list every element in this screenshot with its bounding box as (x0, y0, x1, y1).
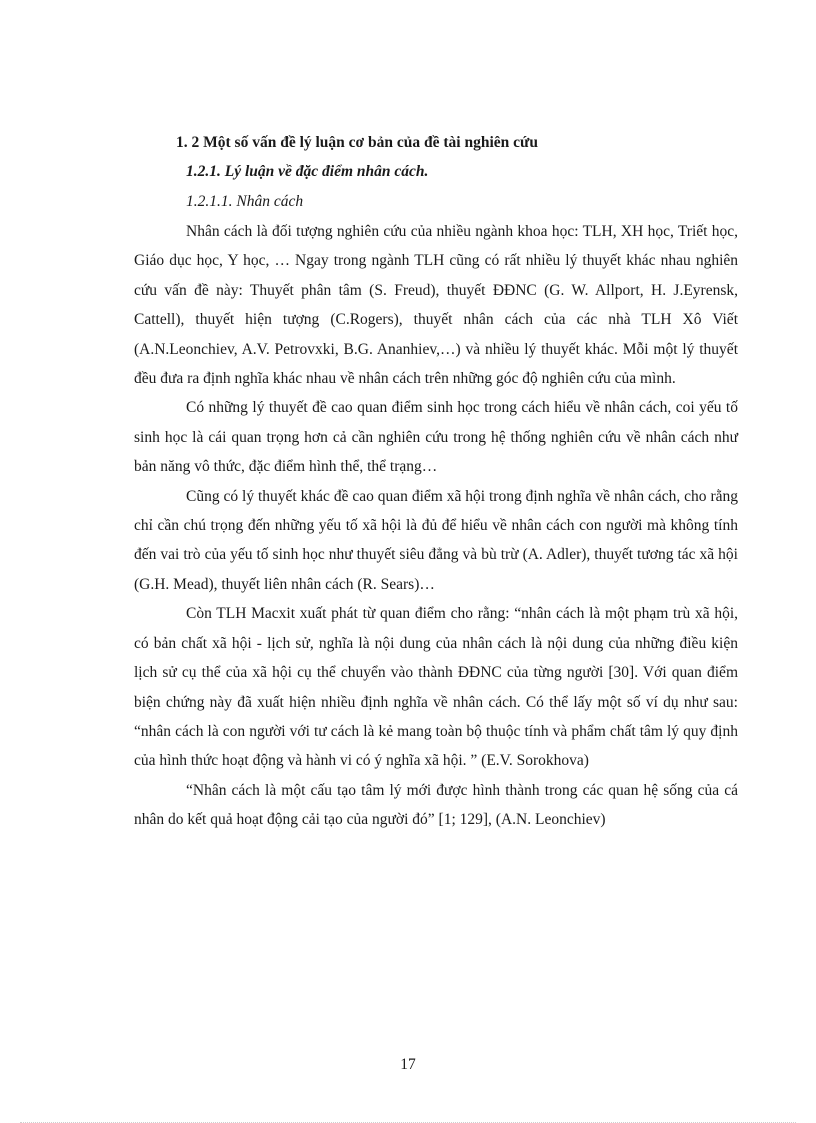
paragraph-2: Có những lý thuyết đề cao quan điểm sinh học trong cách hiểu về nhân cách, coi yếu tố sinh học là cái quan trọng hơn cả cần nghiên cứu trong hệ thống nghiên cứu về nhân cách như bản năng vô thức, đặc điểm hình thể, thể trạng… (134, 399, 738, 476)
paragraph-1: Nhân cách là đối tượng nghiên cứu của nhiều ngành khoa học: TLH, XH học, Triết học, Giáo dục học, Y học, … Ngay trong ngành TLH cũng có rất nhiều lý thuyết khác nhau nghiên cứu vấn đề này: Thuyết phân tâm (S. Freud), thuyết ĐĐNC (G. W. Allport, H. J.Eyrensk, Cattell), thuyết hiện tượng (C.Rogers), thuyết nhân cách của các nhà TLH Xô Viết (A.N.Leonchiev, A.V. Petrovxki, B.G. Ananhiev,…) và nhiều lý thuyết khác. Mỗi một lý thuyết đều đưa ra định nghĩa khác nhau về nhân cách trên những góc độ nghiên cứu của mình. (134, 223, 738, 388)
page-content (134, 128, 738, 835)
paragraph-3: Cũng có lý thuyết khác đề cao quan điểm xã hội trong định nghĩa về nhân cách, cho rằng chỉ cần chú trọng đến những yếu tố xã hội là đủ để hiểu về nhân cách con người mà không tính đến vai trò của yếu tố sinh học như thuyết siêu đẳng và bù trừ (A. Adler), thuyết tương tác xã hội (G.H. Mead), thuyết liên nhân cách (R. Sears)… (134, 487, 738, 593)
subsubsection-heading: 1.2.1.1. Nhân cách (186, 193, 304, 210)
page-number: 17 (400, 1056, 416, 1073)
subsection-heading: 1.2.1. Lý luận về đặc điểm nhân cách. (186, 163, 429, 180)
paragraph-5: “Nhân cách là một cấu tạo tâm lý mới được hình thành trong các quan hệ sống của cá nhân do kết quả hoạt động cải tạo của người đó” [1; 129], (A.N. Leonchiev) (134, 781, 738, 829)
paragraph-4: Còn TLH Macxit xuất phát từ quan điểm cho rằng: “nhân cách là một phạm trù xã hội, có bản chất xã hội - lịch sử, nghĩa là nội dung của nhân cách là nội dung của những điều kiện lịch sử cụ thể của xã hội cụ thể chuyển vào thành ĐĐNC của từng người [30]. Với quan điểm biện chứng này đã xuất hiện nhiều định nghĩa về nhân cách. Có thể lấy một số ví dụ như sau: “nhân cách là con người với tư cách là kẻ mang toàn bộ thuộc tính và phẩm chất tâm lý quy định của hình thức hoạt động và hành vi có ý nghĩa xã hội. ” (E.V. Sorokhova) (134, 605, 738, 770)
section-heading: 1. 2 Một số vấn đề lý luận cơ bản của đề tài nghiên cứu (176, 134, 538, 151)
